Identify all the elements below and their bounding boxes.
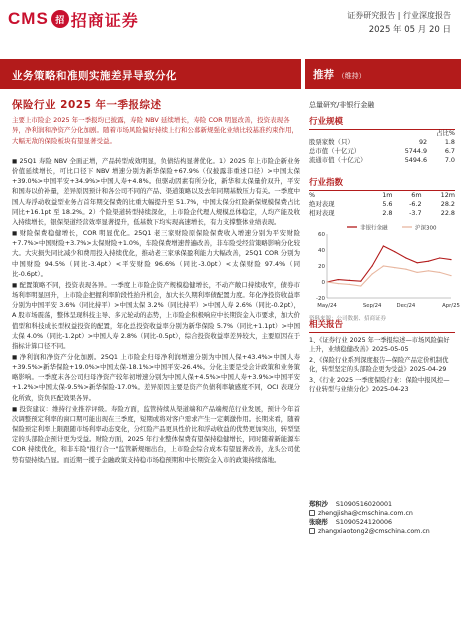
body-text [12, 156, 300, 466]
table-row [309, 128, 455, 137]
row-value: 92 [418, 137, 428, 146]
y-tick-label: -20 [316, 296, 325, 302]
analyst-id: S1090516020001 [335, 501, 392, 508]
industry-scale-table [309, 128, 455, 164]
row-share: 7.0 [444, 155, 455, 164]
related-report-item[interactable]: 1、《证券行业 2025 年一季报综述—市场风险偏好上升，业绩稳健改善》2025-05-05 [309, 337, 450, 353]
rating-label: 推荐 [313, 69, 334, 81]
row-value: 2.8 [382, 208, 393, 217]
abstract: 主要上市险企 2025 年一季报均已披露，寿险 NBV 延续增长，寿险 COR 明显改善，投资表现各异，净利润和净资产分化加剧。随着市场风险偏好持续上行和公募新规强化业绩比较基准约束作用，大幅无敌的保险板块有望显著受益。 [12, 116, 298, 145]
row-value: -6.2 [409, 199, 422, 208]
data-point [338, 283, 339, 284]
related-report-item[interactable]: 2、《保险行业系列深度报告—保险产品定价机制优化，转型坚定的头部险企更为受益》2025-04-29 [309, 357, 449, 373]
index-chart-svg [309, 222, 460, 310]
analyst-id: S1090524120006 [335, 519, 392, 526]
analyst-email-row [309, 509, 455, 518]
main-title-banner: 业务策略和准则实施差异导致分化 [0, 59, 301, 89]
body-para-2: ◼ 财险保费稳健增长，COR 明显优化。25Q1 老三家财险原保险保费收入增速分别为平安财险+7.7%>中国财险+3.7%>太保财险+1.0%，车险保费增速普遍改善，非车险受经营策略影响分化较大。大灾损失同比减少和费用投入持续优化，推动老三家承保盈利能力大幅改善，25Q1 COR 分别为中国财险 94.5%（同比-3.4pt）<平安财险 96.6%（同比-3.0pt）<太保财险 97.4%（同比-0.6pt）。 [12, 229, 300, 278]
table-row [309, 155, 455, 164]
row-share: 6.7 [444, 146, 455, 155]
data-point [326, 281, 327, 282]
row-label: 绝对表现 [309, 200, 335, 208]
data-point [383, 265, 384, 266]
data-point [439, 257, 440, 258]
row-label: 流通市值（十亿元） [309, 156, 367, 164]
report-date: 2025 年 05 月 20 日 [368, 25, 451, 35]
data-point [417, 262, 418, 263]
y-tick-label: 20 [318, 264, 325, 270]
analysts [309, 500, 455, 536]
report-subtitle: 保险行业 2025 年一季报综述 [12, 99, 162, 111]
mail-icon [309, 510, 315, 516]
related-reports-title: 相关报告 [309, 318, 455, 333]
analyst [309, 500, 455, 509]
y-tick-label: 0 [321, 280, 325, 286]
data-point [417, 272, 418, 273]
series-line [327, 246, 451, 282]
col-header: % [309, 190, 316, 199]
rating-banner [305, 59, 461, 89]
row-value: 5.6 [382, 199, 393, 208]
brand-logo [8, 8, 139, 30]
chart-source: 资料来源：公司数据、招商证券 [309, 316, 387, 322]
y-tick-label: 40 [318, 248, 325, 254]
col-header: 1m [382, 190, 393, 199]
rating-sub: （维持） [337, 72, 366, 80]
row-value: 28.2 [440, 199, 455, 208]
brand-cn: 招商证券 [70, 10, 139, 30]
mail-icon [309, 528, 315, 534]
row-value: -3.7 [409, 208, 422, 217]
row-label: 总市值（十亿元） [309, 147, 361, 155]
data-point [360, 281, 361, 282]
data-point [383, 245, 384, 246]
data-point [349, 284, 350, 285]
data-point [439, 272, 440, 273]
analyst-name: 郑积沙 [309, 501, 328, 508]
data-point [371, 265, 372, 266]
x-tick-label: May/24 [317, 303, 337, 309]
related-reports-list [309, 336, 455, 396]
data-point [371, 273, 372, 274]
series-line [327, 266, 451, 286]
x-tick-label: Apr/25 [442, 303, 460, 309]
table-row [309, 208, 455, 217]
industry-scale-title: 行业规模 [309, 115, 455, 130]
body-para-1: ◼ 25Q1 寿险 NBV 全面正增，产品转型成效明显，负债结构显著优化。1）2025 年上市险企新业务价值延续增长，可比口径下 NBV 增速分别为新华保险+67.9%（仅披露非重述口径）>中国太保+39.0%>中国平安+34.9%>中国人寿+4.8%。但驱动因素有所分化，新华和太保量价双升，平安和国寿以价补量，差异原因预计和各公司不同的产品、渠道策略以及去年同期基数压力有关。一季度中国人寿浮动收益型业务占首年期交保费的比重大幅提升至 51.7%，中国太保分红险新保规模保费占比同比+16.1pt 至 18.2%。2）个险渠道转型持续深化，上市险企代理人规模总体稳定，人均产能及收入持续增长，银保渠道经营效率显著提升，低基数下均实现高速增长，有力支撑整体业绩表现。 [12, 157, 300, 226]
analyst-name: 张晓彤 [309, 519, 328, 526]
x-tick-label: Dec/24 [396, 303, 416, 309]
col-header: 12m [440, 190, 455, 199]
industry-header: 占比% [436, 129, 455, 137]
table-row [309, 199, 455, 208]
body-para-3: ◼ 配置策略不同，投资表现各异。一季度上市险企资产规模稳健增长，不动产敞口持续收窄，债券市场利率明显回升，上市险企把握利率阶段性抬升机会，加大长久期利率债配置力度。年化净投资收益率分别为中国平安 3.6%（同比持平）>中国太保 3.2%（同比持平）>中国人寿 2.6%（同比-0.2pt），A 股市场震荡，整体呈现科技主导、多元轮动的态势，上市险企积极响应中长期资金入市要求，加大价值型和科技成长型权益投资的配置，年化总投资收益率分别为新华保险 5.7%（同比+1.1pt）>中国太保 4.0%（同比-1.2pt）>中国人寿 2.8%（同比-0.5pt），综合投资收益率差异较大，主要原因在于指标计算口径不同。 [12, 280, 300, 350]
data-point [360, 285, 361, 286]
body-para-4: ◼ 净利润和净资产分化加剧。25Q1 上市险企归母净利润增速分别为中国人保+43.4%>中国人寿+39.5%>新华保险+19.0%>中国太保-18.1%>中国平安-26.4%。分化主要是受会计政策和业务策略影响。一季度末各公司归母净资产较年初增速分别为中国人保+4.5%>中国人寿+3.9%>中国平安+1.2%>中国太保-9.5%>新华保险-17.0%。差异原因主要是资产负债利率敏感度不同，OCI 表现分化所致，资负匹配效果各异。 [12, 352, 300, 402]
x-tick-label: Sep/24 [362, 303, 382, 309]
analyst-email-row [309, 527, 455, 536]
industry-index-title: 行业指数 [309, 176, 455, 191]
data-point [405, 257, 406, 258]
data-point [394, 267, 395, 268]
table-row [309, 146, 455, 155]
data-point [394, 251, 395, 252]
row-value: 22.8 [440, 208, 455, 217]
analyst-email[interactable]: zhengjisha@cmschina.com.cn [318, 510, 413, 517]
brand-en: CMS [8, 9, 49, 28]
row-label: 相对表现 [309, 209, 335, 217]
data-point [450, 275, 451, 276]
row-value: 5744.9 [404, 146, 428, 155]
table-row [309, 137, 455, 146]
col-header: 6m [411, 190, 422, 199]
industry-index-table [309, 190, 455, 217]
table-row [309, 190, 455, 199]
research-category: 总量研究/非银行金融 [309, 101, 375, 109]
body-para-5: ◼ 投资建议：维持行业推荐评级。寿险方面，监管持续从渠道端和产品端规范行业发展，预计今年首次调整预定利率的窗口期可能出现在三季度，短期或将对客户需求产生一定刺激作用。长期来看，随着保险预定利率上限跟随市场利率动态变化，分红险产品更具性价比和浮动收益的优势更加突出，转型坚定的头部险企预计更为受益。财险方面，2025 年行业整体保费有望保持稳健增长，同时随着新能源车 COR 持续优化，和非车险"报行合一"监管新规细出台，上市险企综合成本有望显著改善，龙头公司优势有望持续凸显。而近期一揽子金融政策支持稳市场稳预期和中长期资金入市的政策持续落地。 [12, 404, 300, 464]
report-meta [347, 9, 451, 37]
report-type: 证券研究报告 | 行业深度报告 [347, 11, 451, 20]
legend-label: 沪深300 [415, 225, 437, 232]
related-report-item[interactable]: 3、《行业 2025 一季度保险行业：保险中报风控—行业转型与业绩分化》2025-04-23 [309, 377, 450, 393]
brand-seal-icon: 招 [51, 10, 69, 28]
data-point [428, 270, 429, 271]
data-point [349, 280, 350, 281]
row-label: 股票家数（只） [309, 138, 354, 146]
row-value: 5494.6 [404, 155, 428, 164]
data-point [450, 259, 451, 260]
y-tick-label: 60 [318, 232, 325, 238]
row-share: 1.8 [444, 137, 455, 146]
analyst-email[interactable]: zhangxiaotong2@cmschina.com.cn [318, 528, 430, 535]
legend-label: 非银行金融 [360, 225, 388, 232]
data-point [338, 279, 339, 280]
data-point [428, 261, 429, 262]
analyst [309, 518, 455, 527]
data-point [405, 269, 406, 270]
